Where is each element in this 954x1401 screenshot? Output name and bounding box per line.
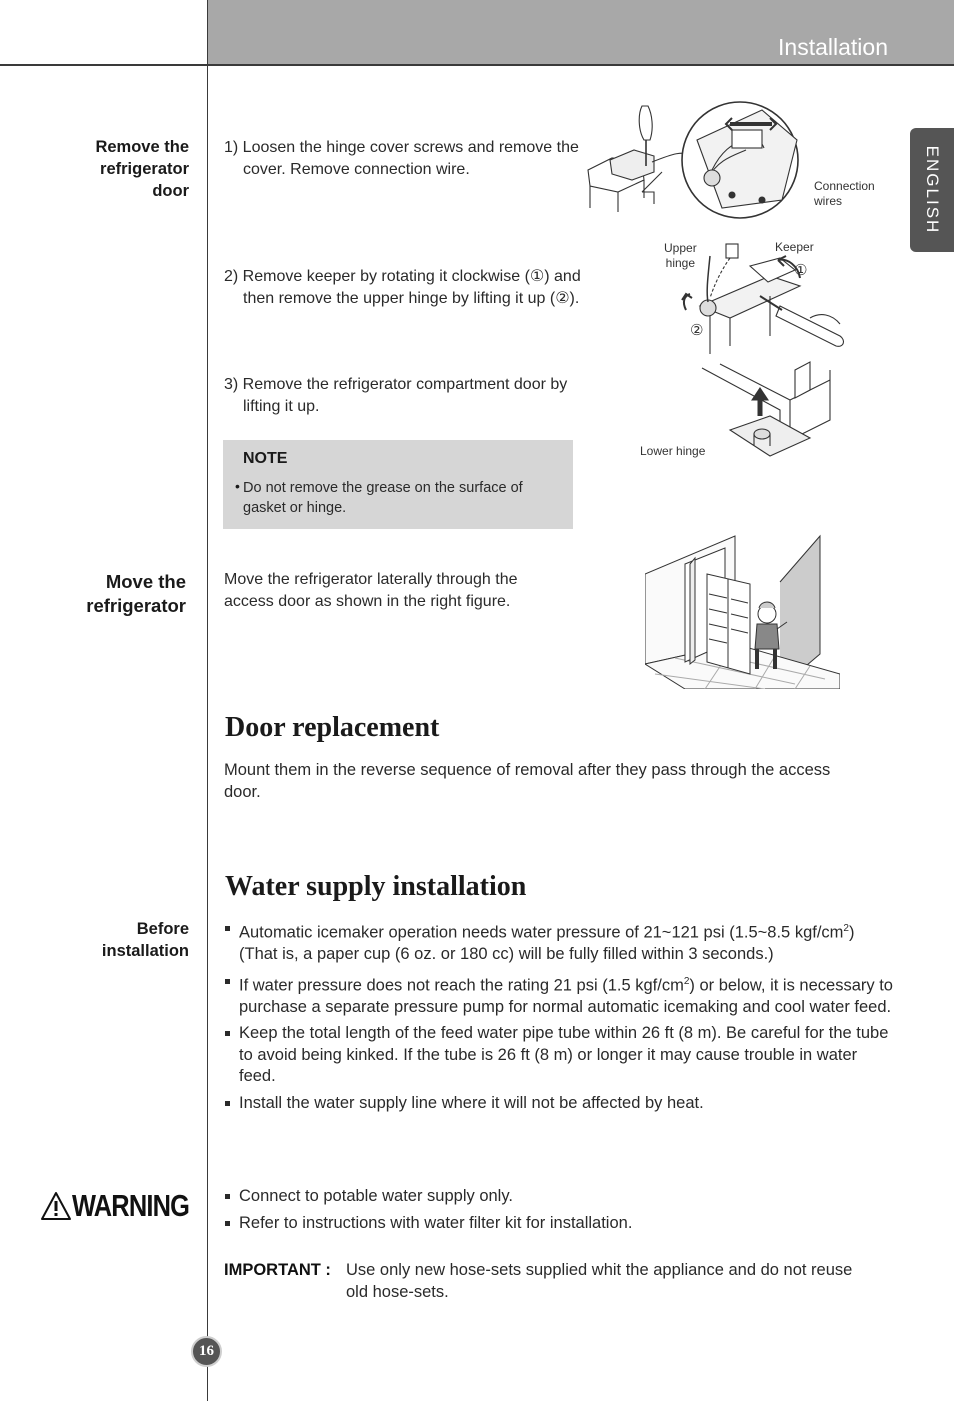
important-label: IMPORTANT : <box>224 1261 331 1279</box>
side-label-line: refrigerator <box>86 595 186 616</box>
side-label-line: Before <box>136 920 189 938</box>
side-label-line: installation <box>101 942 189 960</box>
label-line: wires <box>814 194 843 208</box>
important-text: Use only new hose-sets supplied whit the appliance and do not reuse old hose-sets. <box>346 1261 853 1301</box>
warning-list <box>224 1186 894 1239</box>
lower-hinge-label: Lower hinge <box>640 444 706 458</box>
header-rule <box>0 64 954 66</box>
language-tab-label: ENGLISH <box>923 145 942 235</box>
list-item <box>224 1093 894 1115</box>
water-supply-heading: Water supply installation <box>225 871 527 902</box>
before-installation-side-label <box>102 918 189 962</box>
side-label-line: door <box>152 182 189 200</box>
list-item-text: Keep the total length of the feed water pipe tube within 26 ft (8 m). Be careful for the tube to avoid being kinked. If the tube is 26 ft (8 m) or longer it may cause trouble in water feed. <box>239 1024 889 1085</box>
warning-word: WARNING <box>72 1188 190 1223</box>
superscript: 2 <box>843 923 849 934</box>
connection-wires-label <box>814 179 875 209</box>
language-tab <box>910 128 954 252</box>
lower-hinge-illustration <box>700 360 840 460</box>
label-line: hinge <box>665 256 696 270</box>
step-marker-2: ② <box>690 322 704 339</box>
door-replacement-heading: Door replacement <box>225 712 440 743</box>
step-2: 2) Remove keeper by rotating it clockwise (①) and then remove the upper hinge by lifting it up (②). <box>224 268 581 307</box>
warning-triangle-icon <box>40 1191 72 1221</box>
side-label-line: Move the <box>105 571 186 592</box>
note-bullet-icon: • <box>235 478 240 494</box>
list-item <box>224 918 894 966</box>
step-1: 1) Loosen the hinge cover screws and remove the cover. Remove connection wire. <box>224 139 579 178</box>
step-marker-1: ① <box>794 262 808 279</box>
list-item-text: Install the water supply line where it will not be affected by heat. <box>239 1093 704 1112</box>
water-requirements-list <box>224 918 894 1119</box>
section-title: Installation <box>778 34 888 60</box>
upper-hinge-label <box>664 241 697 271</box>
note-title: NOTE <box>243 450 288 467</box>
remove-door-side-label <box>95 136 189 202</box>
move-text: Move the refrigerator laterally through the access door as shown in the right figure. <box>224 571 518 610</box>
label-line: Upper <box>664 241 697 255</box>
note-box <box>223 440 573 529</box>
warning-label <box>40 1188 215 1224</box>
list-item <box>224 971 894 1019</box>
step-3: 3) Remove the refrigerator compartment door by lifting it up. <box>224 376 568 415</box>
list-item-text: ) or below, it is necessary to purchase a separate pressure pump for normal automatic icemaking and cool water feed. <box>239 976 893 1016</box>
page-number: 16 <box>191 1336 222 1367</box>
door-replacement-text: Mount them in the reverse sequence of removal after they pass through the access door. <box>224 761 831 801</box>
hinge-cover-illustration <box>582 100 812 225</box>
list-item: Refer to instructions with water filter kit for installation. <box>224 1213 894 1235</box>
side-label-line: Remove the <box>95 138 189 156</box>
keeper-label: Keeper <box>775 240 814 254</box>
moving-refrigerator-illustration <box>645 534 840 689</box>
list-item-text: Automatic icemaker operation needs water pressure of 21~121 psi (1.5~8.5 kgf/cm <box>239 923 844 942</box>
list-item-text: If water pressure does not reach the rating 21 psi (1.5 kgf/cm <box>239 976 684 994</box>
side-label-line: refrigerator <box>100 160 189 178</box>
superscript: 2 <box>683 975 690 987</box>
list-item <box>224 1023 894 1088</box>
label-line: Connection <box>814 179 875 193</box>
move-side-label <box>86 570 186 618</box>
note-text: Do not remove the grease on the surface of gasket or hinge. <box>243 480 523 516</box>
list-item-text: ) (That is, a paper cup (6 oz. or 180 cc) will be fully filled within 3 seconds.) <box>239 923 855 963</box>
list-item: Connect to potable water supply only. <box>224 1186 894 1208</box>
